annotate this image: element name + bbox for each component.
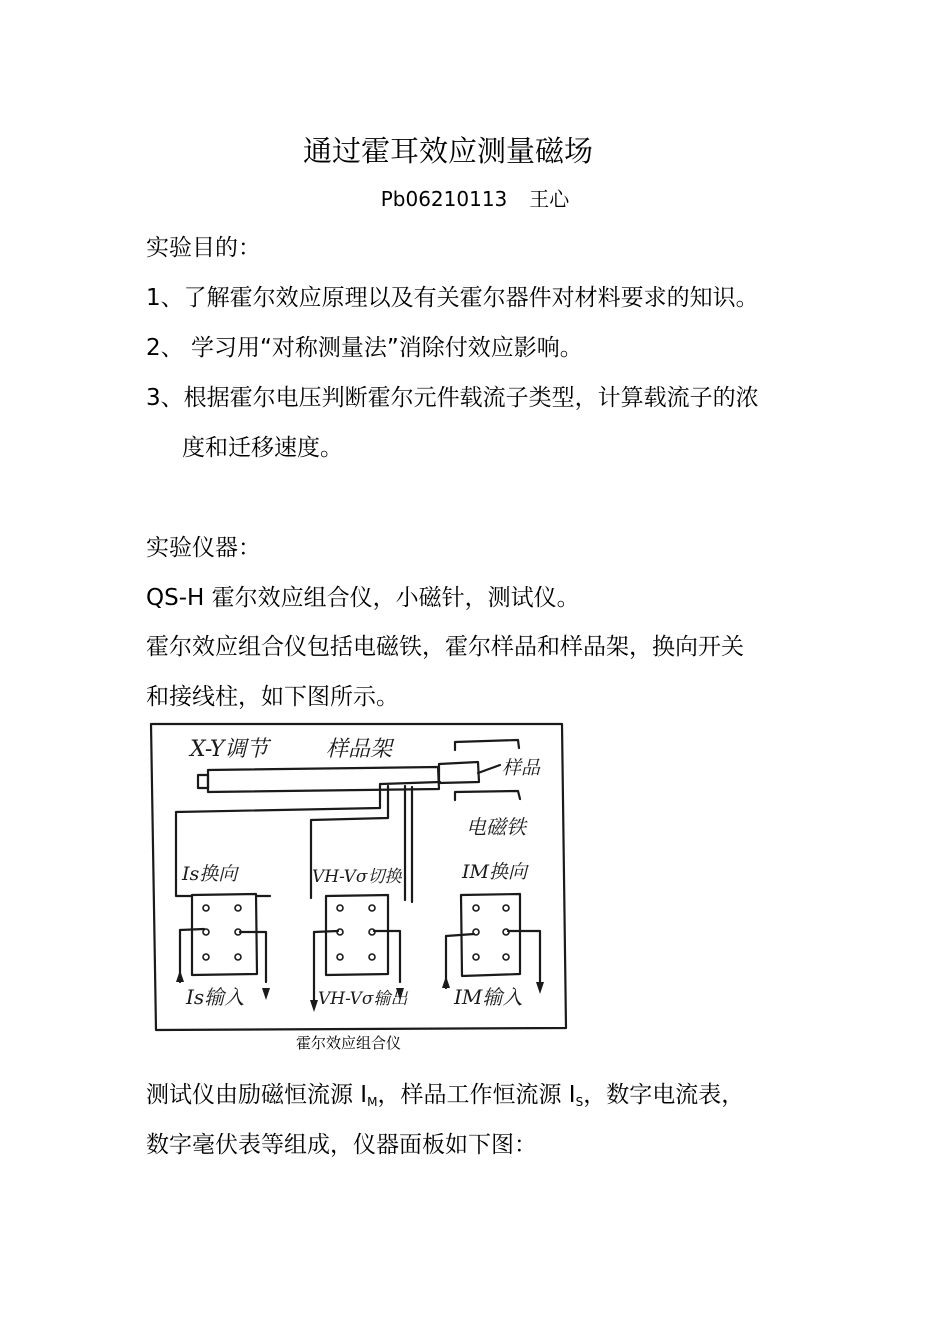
author-line [0,186,950,212]
label-sample: 样品 [502,757,541,779]
purpose-heading: 实验目的： [146,235,261,261]
label-im-input: IM输入 [454,985,523,1009]
vh-switch-box [326,895,388,975]
tester-text: ，样品工作恒流源 I [377,1082,576,1108]
tester-description [146,1080,744,1117]
purpose-item: 3、根据霍尔电压判断霍尔元件载流子类型，计算载流子的浓 [146,385,759,411]
instruments-heading: 实验仪器： [146,535,261,561]
instruments-paragraph: 和接线柱，如下图所示。 [146,684,399,710]
student-id: Pb06210113 [380,187,508,211]
label-vh-switch: VH-Vσ切换 [312,867,402,887]
subscript-m: M [367,1095,378,1109]
instruments-paragraph: 霍尔效应组合仪包括电磁铁，霍尔样品和样品架，换向开关 [146,634,744,660]
rod-end [198,775,208,788]
electromagnet-top [455,740,519,750]
label-sample-holder: 样品架 [326,737,393,762]
label-vh-output: VH-Vσ输出 [318,989,408,1009]
hall-apparatus-diagram [148,720,568,1032]
label-electromagnet: 电磁铁 [466,815,526,839]
tester-text: 测试仪由励磁恒流源 I [146,1082,368,1108]
tester-text: ，数字电流表， [583,1082,745,1108]
figure-caption: 霍尔效应组合仪 [296,1034,402,1052]
instruments-line: QS-H 霍尔效应组合仪，小磁针，测试仪。 [146,585,580,611]
page-title: 通过霍耳效应测量磁场 [302,134,593,168]
label-is-input: Is输入 [186,985,245,1009]
label-is-switch: Is换向 [182,863,238,885]
subscript-s: S [575,1095,584,1109]
purpose-item: 2、 学习用“对称测量法”消除付效应影响。 [146,335,583,361]
purpose-item-continued: 度和迁移速度。 [182,435,343,461]
label-xy-adjust: X-Y调节 [190,737,269,762]
author-name: 王心 [529,187,570,211]
is-switch-box [192,894,257,975]
label-im-switch: IM换向 [462,861,527,883]
sample-box [439,762,479,783]
electromagnet-bottom [455,791,520,800]
purpose-item: 1、了解霍尔效应原理以及有关霍尔器件对材料要求的知识。 [146,285,759,311]
tester-description-line2: 数字毫伏表等组成，仪器面板如下图： [146,1132,537,1158]
